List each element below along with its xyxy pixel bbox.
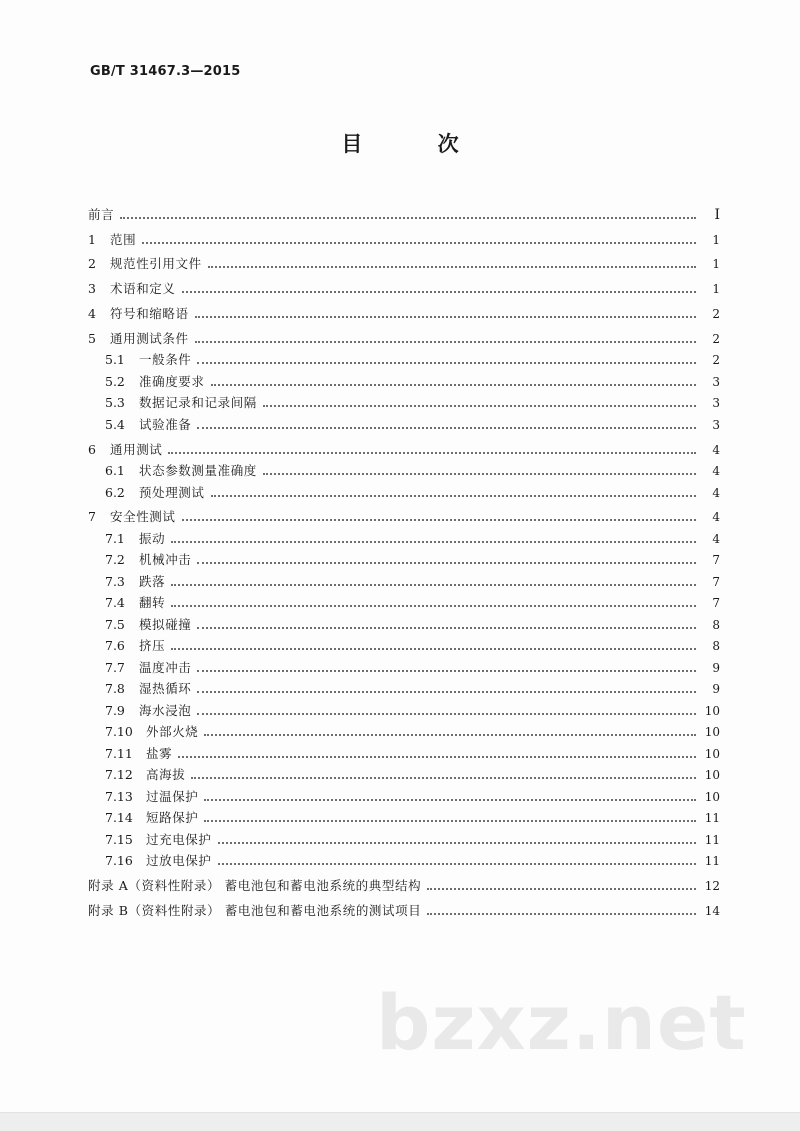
toc-dot-leader <box>197 690 696 693</box>
toc-entry-page: 1 <box>712 257 720 272</box>
toc-entry[interactable] <box>88 783 720 805</box>
toc-entry-page: 9 <box>712 682 720 697</box>
toc-entry-label: 过放电保护 <box>146 853 212 869</box>
toc-entry-page: 3 <box>712 374 720 389</box>
toc-entry[interactable] <box>88 654 720 676</box>
toc-entry[interactable] <box>88 368 720 390</box>
toc-dot-leader <box>197 361 696 364</box>
toc-entry-label: 温度冲击 <box>139 659 192 675</box>
toc-entry-page: 14 <box>704 903 720 918</box>
toc-entry-number: 5.1 <box>105 352 125 368</box>
toc-entry-page: 4 <box>712 531 720 546</box>
toc-entry-label: 术语和定义 <box>110 281 176 297</box>
toc-entry[interactable] <box>88 276 720 298</box>
toc-entry[interactable] <box>88 201 720 223</box>
toc-entry-label: 数据记录和记录间隔 <box>139 395 257 411</box>
toc-entry-number: 5.2 <box>105 373 125 389</box>
toc-entry-page: 10 <box>704 746 720 761</box>
toc-entry[interactable] <box>88 633 720 655</box>
toc-entry-page: 4 <box>712 464 720 479</box>
toc-entry-number: 7.4 <box>105 595 125 611</box>
toc-entry[interactable] <box>88 590 720 612</box>
toc-entry-label: 机械冲击 <box>139 552 192 568</box>
toc-entry-label: 湿热循环 <box>139 681 192 697</box>
toc-entry-label: 范围 <box>110 231 137 247</box>
toc-dot-leader <box>195 315 696 318</box>
toc-entry-page: 10 <box>704 768 720 783</box>
toc-entry-number: 7.11 <box>105 745 133 761</box>
toc-entry-label: 通用测试 <box>110 441 163 457</box>
toc-entry-page: I <box>714 206 720 223</box>
toc-entry-number: 2 <box>88 256 96 272</box>
toc-dot-leader <box>171 647 696 650</box>
toc-entry[interactable] <box>88 251 720 273</box>
toc-entry-page: 11 <box>704 832 720 847</box>
toc-dot-leader <box>263 472 696 475</box>
toc-entry-page: 8 <box>712 617 720 632</box>
toc-entry-page: 7 <box>712 596 720 611</box>
toc-entry-label: 一般条件 <box>139 352 192 368</box>
toc-entry[interactable] <box>88 826 720 848</box>
toc-entry[interactable] <box>88 805 720 827</box>
toc-dot-leader <box>218 841 696 844</box>
toc-entry[interactable] <box>88 611 720 633</box>
page-title: 目 次 <box>341 132 493 156</box>
toc-entry-label: 翻转 <box>139 595 166 611</box>
toc-entry-label: 过温保护 <box>146 788 199 804</box>
toc-entry-page: 7 <box>712 553 720 568</box>
toc-entry-page: 1 <box>712 282 720 297</box>
toc-dot-leader <box>211 383 696 386</box>
toc-entry-label: 符号和缩略语 <box>110 305 189 321</box>
toc-entry[interactable] <box>88 897 720 919</box>
toc-dot-leader <box>208 265 696 268</box>
toc-entry-number: 7.13 <box>105 788 133 804</box>
toc-entry-label: 高海拔 <box>146 767 186 783</box>
toc-entry-page: 10 <box>704 789 720 804</box>
toc-dot-leader <box>197 712 696 715</box>
toc-entry-page: 10 <box>704 725 720 740</box>
toc-entry-label: 规范性引用文件 <box>110 256 202 272</box>
toc-entry-number: 5.4 <box>105 416 125 432</box>
toc-dot-leader <box>197 626 696 629</box>
bottom-strip <box>0 1112 800 1131</box>
toc-entry-number: 7.3 <box>105 573 125 589</box>
toc-entry-label: 挤压 <box>139 638 166 654</box>
table-of-contents <box>88 198 720 919</box>
toc-entry[interactable] <box>88 740 720 762</box>
toc-entry-label: 状态参数测量准确度 <box>139 463 257 479</box>
toc-entry-label: 过充电保护 <box>146 831 212 847</box>
toc-entry-label: 通用测试条件 <box>110 330 189 346</box>
toc-entry-page: 12 <box>704 879 720 894</box>
watermark: bzxz.net <box>376 978 747 1067</box>
toc-entry-label: 试验准备 <box>139 416 192 432</box>
toc-entry-page: 1 <box>712 232 720 247</box>
toc-entry-number: 6.2 <box>105 484 125 500</box>
toc-dot-leader <box>178 755 696 758</box>
toc-entry[interactable] <box>88 479 720 501</box>
toc-entry-page: 4 <box>712 510 720 525</box>
toc-entry[interactable] <box>88 719 720 741</box>
toc-entry[interactable] <box>88 547 720 569</box>
toc-entry-number: 7 <box>88 509 96 525</box>
toc-entry-page: 2 <box>712 306 720 321</box>
toc-dot-leader <box>263 404 696 407</box>
toc-dot-leader <box>218 862 696 865</box>
toc-entry-label: 模拟碰撞 <box>139 616 192 632</box>
toc-entry[interactable] <box>88 525 720 547</box>
toc-entry-page: 2 <box>712 353 720 368</box>
toc-dot-leader <box>168 451 696 454</box>
toc-dot-leader <box>204 733 696 736</box>
toc-entry[interactable] <box>88 436 720 458</box>
toc-entry-number: 7.12 <box>105 767 133 783</box>
toc-dot-leader <box>427 887 696 890</box>
toc-dot-leader <box>182 290 696 293</box>
toc-dot-leader <box>427 912 696 915</box>
toc-entry-number: 7.14 <box>105 810 133 826</box>
toc-entry-number: 5 <box>88 330 96 346</box>
toc-entry-label: 振动 <box>139 530 166 546</box>
toc-entry-page: 4 <box>712 485 720 500</box>
toc-entry-number: 7.15 <box>105 831 133 847</box>
toc-dot-leader <box>171 604 696 607</box>
toc-dot-leader <box>197 669 696 672</box>
toc-entry-number: 6.1 <box>105 463 125 479</box>
toc-entry[interactable] <box>88 347 720 369</box>
toc-entry[interactable] <box>88 676 720 698</box>
toc-entry-number: 1 <box>88 231 96 247</box>
toc-entry-label: 安全性测试 <box>110 509 176 525</box>
toc-entry-page: 3 <box>712 396 720 411</box>
toc-entry-label: 盐雾 <box>146 745 173 761</box>
toc-entry-number: 3 <box>88 281 96 297</box>
toc-entry-label: 外部火烧 <box>146 724 199 740</box>
toc-dot-leader <box>171 540 696 543</box>
toc-entry-page: 9 <box>712 660 720 675</box>
toc-entry-number: 7.10 <box>105 724 133 740</box>
toc-dot-leader <box>182 518 696 521</box>
toc-entry-label: 短路保护 <box>146 810 199 826</box>
toc-entry-page: 11 <box>704 811 720 826</box>
toc-entry[interactable] <box>88 873 720 895</box>
toc-entry-label: 准确度要求 <box>139 373 205 389</box>
toc-entry-page: 11 <box>704 854 720 869</box>
toc-entry[interactable] <box>88 568 720 590</box>
toc-entry-number: 6 <box>88 441 96 457</box>
toc-entry-number: 7.2 <box>105 552 125 568</box>
toc-dot-leader <box>197 426 696 429</box>
toc-dot-leader <box>195 340 696 343</box>
toc-entry-number: 7.9 <box>105 702 125 718</box>
toc-entry-number: 4 <box>88 305 96 321</box>
toc-entry-page: 7 <box>712 574 720 589</box>
toc-dot-leader <box>204 819 696 822</box>
standard-number: GB/T 31467.3—2015 <box>90 64 241 79</box>
toc-entry-label: 海水浸泡 <box>139 702 192 718</box>
toc-entry-number: 7.7 <box>105 659 125 675</box>
toc-entry[interactable] <box>88 411 720 433</box>
toc-entry-label: 预处理测试 <box>139 484 205 500</box>
toc-entry[interactable] <box>88 848 720 870</box>
toc-entry-number: 7.5 <box>105 616 125 632</box>
toc-entry-page: 4 <box>712 442 720 457</box>
toc-entry[interactable] <box>88 226 720 248</box>
toc-entry[interactable] <box>88 458 720 480</box>
toc-dot-leader <box>191 776 696 779</box>
toc-entry[interactable] <box>88 390 720 412</box>
toc-entry-number: 7.6 <box>105 638 125 654</box>
toc-entry[interactable] <box>88 697 720 719</box>
toc-dot-leader <box>197 561 696 564</box>
toc-entry-label: 附录 A（资料性附录） 蓄电池包和蓄电池系统的典型结构 <box>88 878 422 894</box>
toc-entry-number: 7.1 <box>105 530 125 546</box>
toc-entry-label: 前言 <box>88 206 115 222</box>
toc-entry-label: 附录 B（资料性附录） 蓄电池包和蓄电池系统的测试项目 <box>88 902 422 918</box>
toc-entry-page: 2 <box>712 331 720 346</box>
toc-entry-page: 10 <box>704 703 720 718</box>
toc-dot-leader <box>142 241 696 244</box>
toc-entry[interactable] <box>88 325 720 347</box>
toc-dot-leader <box>204 798 696 801</box>
toc-dot-leader <box>120 216 696 219</box>
toc-entry-page: 3 <box>712 417 720 432</box>
toc-entry-number: 5.3 <box>105 395 125 411</box>
toc-dot-leader <box>211 494 696 497</box>
toc-entry-number: 7.8 <box>105 681 125 697</box>
toc-entry-page: 8 <box>712 639 720 654</box>
toc-dot-leader <box>171 583 696 586</box>
toc-entry[interactable] <box>88 504 720 526</box>
toc-entry[interactable] <box>88 762 720 784</box>
toc-entry-label: 跌落 <box>139 573 166 589</box>
toc-entry-number: 7.16 <box>105 853 133 869</box>
toc-entry[interactable] <box>88 300 720 322</box>
